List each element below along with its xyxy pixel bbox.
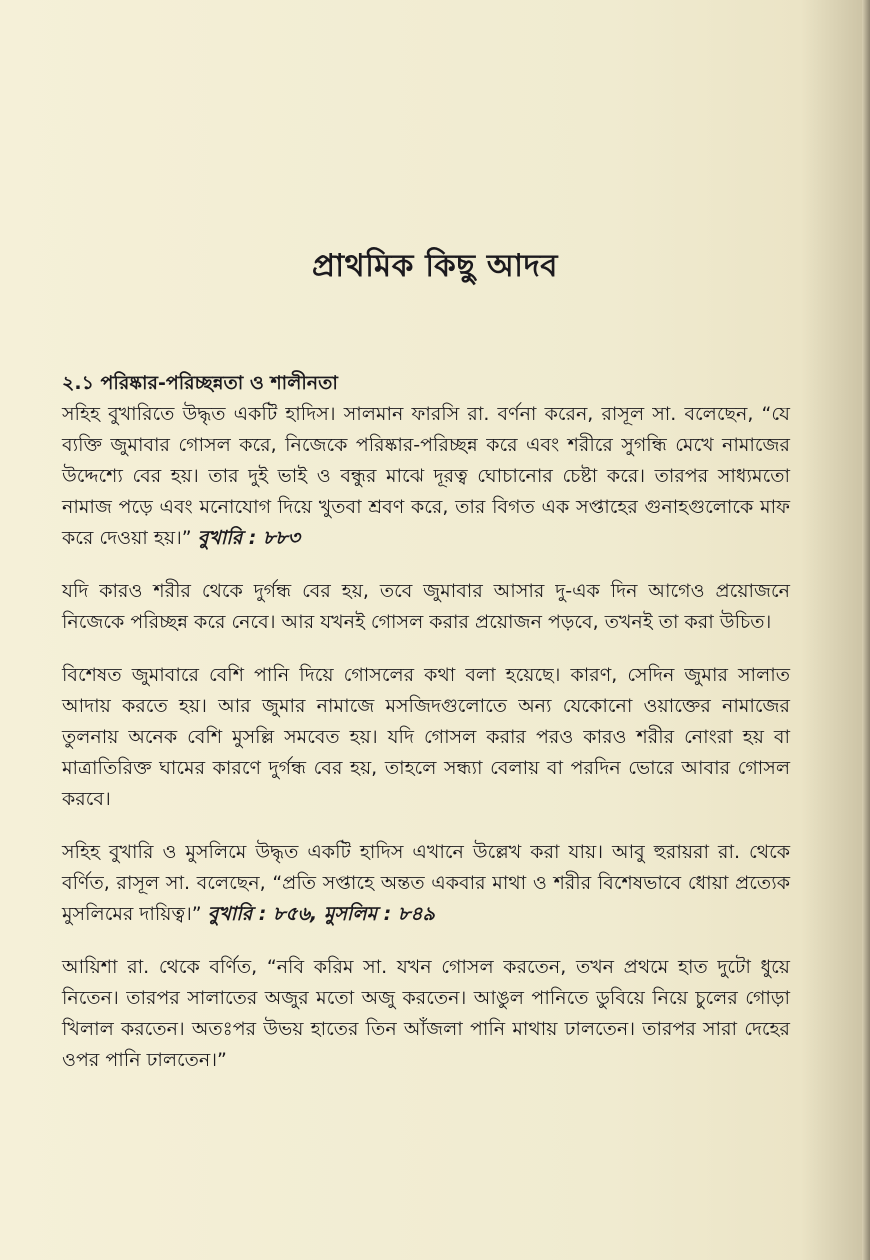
paragraph-text: সহিহ বুখারি ও মুসলিমে উদ্ধৃত একটি হাদিস এখানে উল্লেখ করা যায়। আবু হুরায়রা রা. থেকে বর্ণিত, রাসূল সা. বলেছেন, “প্রতি সপ্তাহে অন্তত একবার মাথা ও শরীর বিশেষভাবে ধোয়া প্রত্যেক মুসলিমের দায়িত্ব।” xyxy=(62,841,790,925)
chapter-title: প্রাথমিক কিছু আদব xyxy=(311,248,559,284)
citation: বুখারি : ৮৫৬, মুসলিম : ৮৪৯ xyxy=(207,903,435,925)
citation: বুখারি : ৮৮৩ xyxy=(197,527,300,549)
paragraph-text: আয়িশা রা. থেকে বর্ণিত, “নবি করিম সা. যখন গোসল করতেন, তখন প্রথমে হাত দুটো ধুয়ে নিতেন। তারপর সালাতের অজুর মতো অজু করতেন। আঙুল পানিতে ডুবিয়ে নিয়ে চুলের গোড়া খিলাল করতেন। অতঃপর উভয় হাতের তিন আঁজলা পানি মাথায় ঢালতেন। তারপর সারা দেহের ওপর পানি ঢালতেন।” xyxy=(62,956,790,1071)
paragraph-3 xyxy=(62,660,790,815)
section-heading: ২.১ পরিষ্কার-পরিচ্ছন্নতা ও শালীনতা xyxy=(62,372,338,394)
paragraph-5 xyxy=(62,952,790,1076)
paragraph-text: বিশেষত জুমাবারে বেশি পানি দিয়ে গোসলের কথা বলা হয়েছে। কারণ, সেদিন জুমার সালাত আদায় করতে হয়। আর জুমার নামাজে মসজিদগুলোতে অন্য যেকোনো ওয়াক্তের নামাজের তুলনায় অনেক বেশি মুসল্লি সমবেত হয়। যদি গোসল করার পরও কারও শরীর নোংরা হয় বা মাত্রাতিরিক্ত ঘামের কারণে দুর্গন্ধ বের হয়, তাহলে সন্ধ্যা বেলায় বা পরদিন ভোরে আবার গোসল করবে। xyxy=(62,664,790,810)
paragraph-1 xyxy=(62,399,790,554)
page-edge-shadow xyxy=(862,0,870,1260)
paragraph-2 xyxy=(62,576,790,638)
paragraph-4 xyxy=(62,837,790,930)
page-content xyxy=(62,368,790,1098)
paragraph-text: যদি কারও শরীর থেকে দুর্গন্ধ বের হয়, তবে জুমাবার আসার দু-এক দিন আগেও প্রয়োজনে নিজেকে পরিচ্ছন্ন করে নেবে। আর যখনই গোসল করার প্রয়োজন পড়বে, তখনই তা করা উচিত। xyxy=(62,580,790,633)
paragraph-text: সহিহ বুখারিতে উদ্ধৃত একটি হাদিস। সালমান ফারসি রা. বর্ণনা করেন, রাসূল সা. বলেছেন, “যে ব্যক্তি জুমাবার গোসল করে, নিজেকে পরিষ্কার-পরিচ্ছন্ন করে এবং শরীরে সুগন্ধি মেখে নামাজের উদ্দেশ্যে বের হয়। তার দুই ভাই ও বন্ধুর মাঝে দূরত্ব ঘোচানোর চেষ্টা করে। তারপর সাধ্যমতো নামাজ পড়ে এবং মনোযোগ দিয়ে খুতবা শ্রবণ করে, তার বিগত এক সপ্তাহের গুনাহগুলোকে মাফ করে দেওয়া হয়।” xyxy=(62,403,790,549)
